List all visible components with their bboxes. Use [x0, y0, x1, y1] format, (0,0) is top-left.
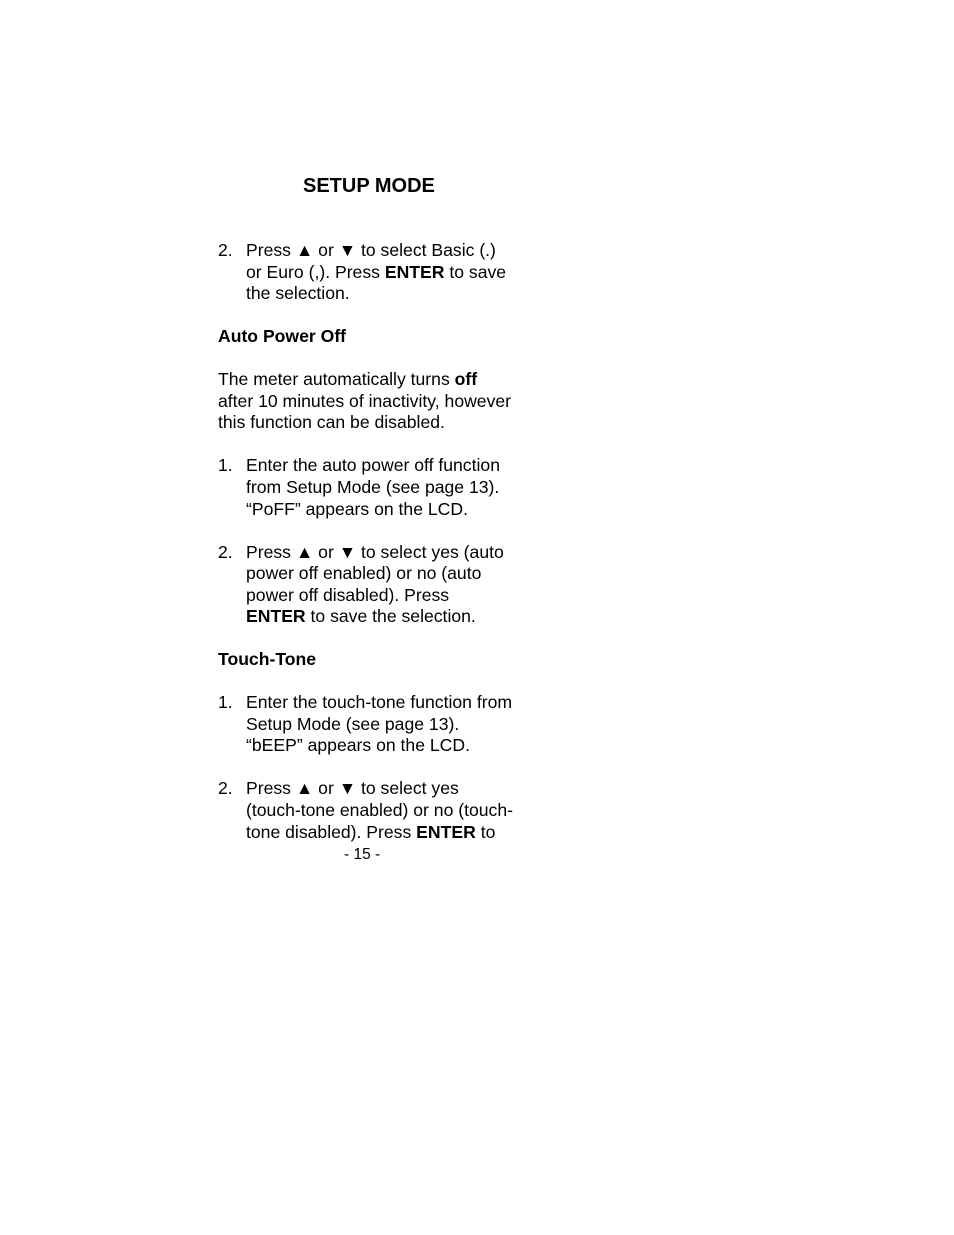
step-line: power off disabled). Press: [246, 584, 450, 605]
para-line: this function can be disabled.: [218, 412, 445, 433]
touch-tone-step-1: [218, 692, 548, 757]
section-heading-auto-power-off: Auto Power Off: [218, 326, 347, 347]
step-line: [246, 606, 548, 628]
step-line: Press ▲ or ▼ to select yes: [246, 778, 459, 799]
step-text: to save the selection.: [305, 606, 476, 627]
step-line: Press ▲ or ▼ to select yes (auto: [246, 541, 504, 562]
page-number: - 15 -: [344, 846, 381, 863]
step-line: “PoFF” appears on the LCD.: [246, 498, 468, 519]
emphasis-off: off: [454, 369, 478, 390]
step-number: 1.: [218, 692, 233, 713]
step-line: [246, 262, 548, 284]
step-line: (touch-tone enabled) or no (touch-: [246, 800, 513, 821]
step-text: to save: [444, 261, 507, 282]
step-line: “bEEP” appears on the LCD.: [246, 735, 470, 756]
para-line: [218, 369, 548, 391]
step-number: 2.: [218, 541, 233, 562]
step-line: [246, 822, 548, 844]
step-text: to: [475, 821, 496, 842]
decimal-step-2: [218, 240, 548, 305]
step-text: or Euro (,). Press: [246, 261, 385, 282]
step-number: 1.: [218, 455, 233, 476]
section-heading-touch-tone: Touch-Tone: [218, 649, 317, 670]
step-line: Press ▲ or ▼ to select Basic (.): [246, 240, 496, 260]
enter-key-label: ENTER: [384, 261, 445, 282]
step-line: power off enabled) or no (auto: [246, 563, 482, 584]
auto-power-off-description: [218, 369, 548, 434]
page-title: SETUP MODE: [303, 175, 435, 197]
step-line: Setup Mode (see page 13).: [246, 713, 460, 734]
auto-power-off-step-2: [218, 542, 548, 628]
step-text: tone disabled). Press: [246, 821, 417, 842]
para-line: after 10 minutes of inactivity, however: [218, 390, 512, 411]
enter-key-label: ENTER: [416, 821, 476, 842]
touch-tone-step-2: [218, 778, 548, 843]
step-line: Enter the touch-tone function from: [246, 692, 513, 713]
step-number: 2.: [218, 240, 233, 260]
para-text: The meter automatically turns: [218, 369, 455, 390]
content-column: [218, 240, 548, 865]
auto-power-off-step-1: [218, 455, 548, 520]
enter-key-label: ENTER: [246, 606, 306, 627]
step-line: from Setup Mode (see page 13).: [246, 476, 500, 497]
step-line: Enter the auto power off function: [246, 455, 500, 476]
step-number: 2.: [218, 778, 233, 799]
step-line: the selection.: [246, 283, 350, 304]
